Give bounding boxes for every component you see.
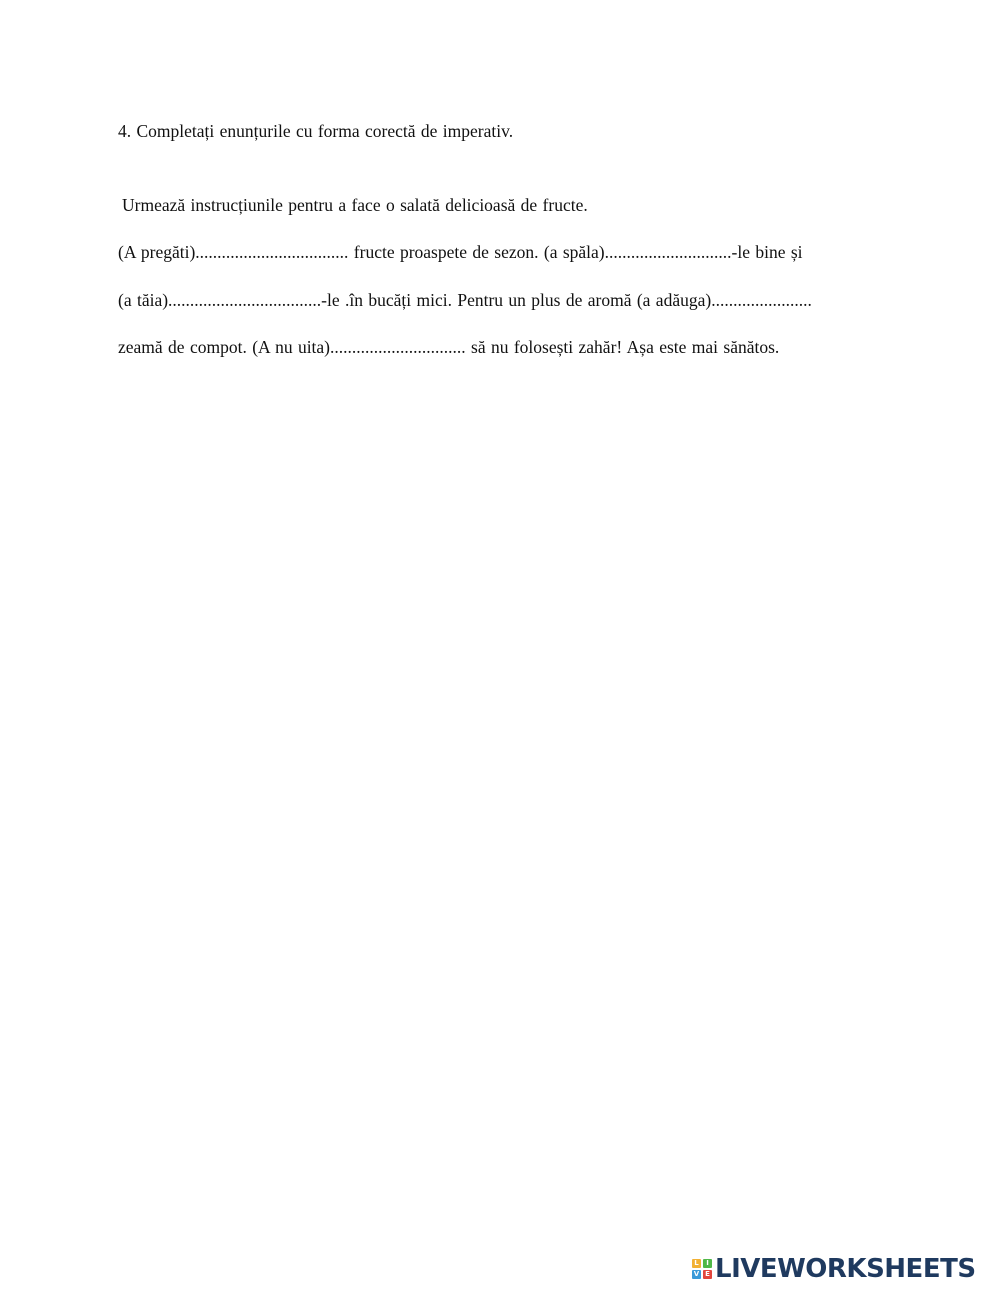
exercise-line-2: (a tăia)...................................-le .în bucăți mici. Pentru un plus de aromă (a adăuga)....................... bbox=[118, 290, 812, 310]
exercise-line-1: (A pregăti)................................... fructe proaspete de sezon. (a spăla).............................-le bine și bbox=[118, 242, 803, 262]
exercise-intro: Urmează instrucțiunile pentru a face o salată delicioasă de fructe. bbox=[122, 195, 588, 215]
logo-block-v: V bbox=[693, 1270, 700, 1278]
logo-blocks-icon bbox=[692, 1259, 712, 1279]
logo-text: LIVEWORKSHEETS bbox=[715, 1254, 976, 1284]
logo-block-l: L bbox=[692, 1259, 701, 1268]
exercise-heading: 4. Completați enunțurile cu forma corectă de imperativ. bbox=[118, 121, 514, 141]
logo-block-e: E bbox=[703, 1270, 712, 1279]
exercise-line-3: zeamă de compot. (A nu uita)............................... să nu folosești zahăr! Așa este mai sănătos. bbox=[118, 337, 780, 357]
logo-block-i: I bbox=[703, 1259, 712, 1268]
liveworksheets-logo bbox=[692, 1254, 976, 1284]
